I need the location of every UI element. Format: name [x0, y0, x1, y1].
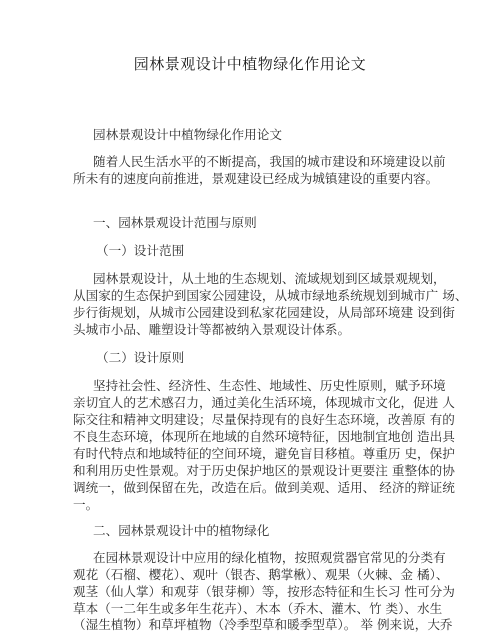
- paragraph-line: 在园林景观设计中应用的绿化植物，按照观赏器官常见的分类有: [93, 550, 446, 565]
- paragraph-line: 观茎（仙人掌）和观芽（银芽柳）等，按形态特征和生长习 性可分为: [73, 584, 455, 599]
- paragraph-line: （湿生植物）和草坪植物（冷季型草和暖季型草）。 举 例来说，大乔: [73, 617, 453, 632]
- page-title: 园林景观设计中植物绿化作用论文: [133, 55, 367, 73]
- paragraph-line: 步行街规划，从城市公园建设到私家花园建设，从局部环境建 设到街: [73, 305, 455, 320]
- paragraph-line: 际交往和精神文明建设；尽量保持现有的良好生态环境，改善原 有的: [73, 412, 455, 427]
- subsection-heading: （一）设计范围: [96, 243, 185, 258]
- paragraph-line: 有时代特点和地域特征的空间环境，避免盲目移植。尊重历 史，保护: [73, 446, 455, 461]
- paragraph-line: 观花（石榴、樱花）、观叶（银杏、鹅掌楸）、观果（火棘、金 橘）、: [73, 567, 449, 582]
- paragraph-line: 调统一，做到保留在先，改造在后。做到美观、适用、 经济的辩证统: [73, 480, 455, 495]
- section-heading: 二、园林景观设计中的植物绿化: [93, 523, 270, 538]
- paragraph-line: 从国家的生态保护到国家公园建设，从城市绿地系统规划到城市广 场、: [73, 288, 468, 303]
- paragraph-line: 和利用历史性景观。对于历史保护地区的景观设计更要注 重整体的协: [73, 463, 455, 478]
- paragraph-line: 所未有的速度向前推进，景观建设已经成为城镇建设的重要内容。: [73, 171, 439, 186]
- paragraph-line: 坚持社会性、经济性、生态性、地域性、历史性原则，赋予环境: [93, 378, 446, 393]
- paragraph-line: 亲切宜人的艺术感召力，通过美化生活环境，体现城市文化，促进 人: [73, 395, 455, 410]
- paragraph-line: 草本（一二年生或多年生花卉）、木本（乔木、灌木、竹 类）、水生: [73, 601, 443, 616]
- paragraph-line: 随着人民生活水平的不断提高，我国的城市建设和环境建设以前: [93, 154, 446, 169]
- paragraph-line: 园林景观设计，从土地的生态规划、流域规划到区域景观规划，: [93, 271, 446, 286]
- paragraph-line: 不良生态环境，体现所在地域的自然环境特征，因地制宜地创 造出具: [73, 429, 455, 444]
- paragraph-line: 头城市小品、雕塑设计等都被纳入景观设计体系。: [73, 322, 351, 337]
- subtitle-line: 园林景观设计中植物绿化作用论文: [93, 127, 282, 142]
- subsection-heading: （二）设计原则: [96, 350, 185, 365]
- paragraph-line: 一。: [73, 497, 99, 512]
- section-heading: 一、园林景观设计范围与原则: [93, 215, 257, 230]
